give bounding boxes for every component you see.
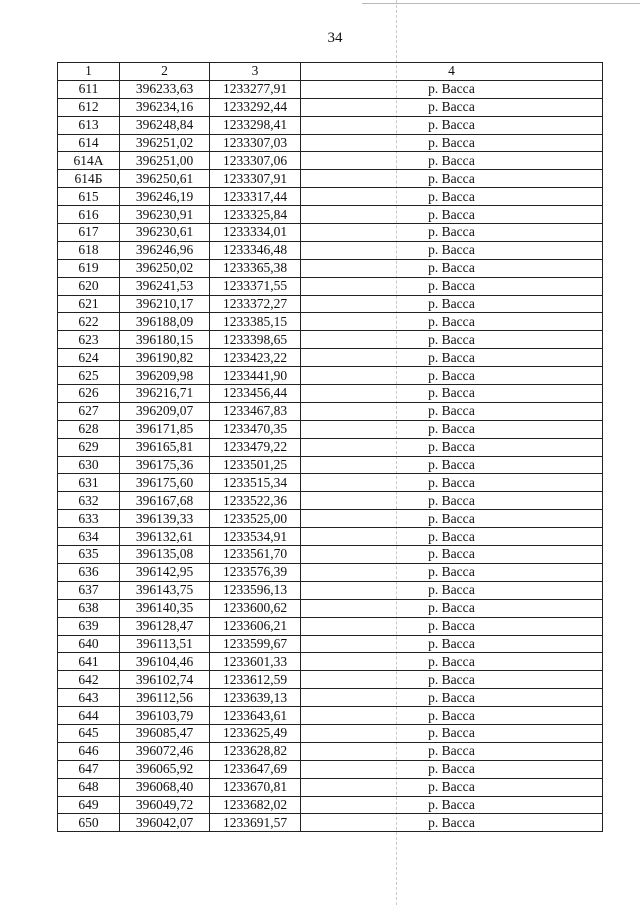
description-cell: р. Васса xyxy=(301,653,603,671)
y-coordinate-cell: 1233647,69 xyxy=(210,760,301,778)
point-number-cell: 622 xyxy=(58,313,120,331)
x-coordinate-cell: 396241,53 xyxy=(120,277,210,295)
x-coordinate-cell: 396102,74 xyxy=(120,671,210,689)
y-coordinate-cell: 1233639,13 xyxy=(210,689,301,707)
x-coordinate-cell: 396230,91 xyxy=(120,206,210,224)
table-row xyxy=(58,814,603,832)
point-number-cell: 627 xyxy=(58,402,120,420)
y-coordinate-cell: 1233365,38 xyxy=(210,259,301,277)
point-number-cell: 618 xyxy=(58,241,120,259)
table-row xyxy=(58,170,603,188)
description-cell: р. Васса xyxy=(301,206,603,224)
x-coordinate-cell: 396068,40 xyxy=(120,778,210,796)
description-cell: р. Васса xyxy=(301,98,603,116)
x-coordinate-cell: 396049,72 xyxy=(120,796,210,814)
y-coordinate-cell: 1233307,06 xyxy=(210,152,301,170)
y-coordinate-cell: 1233467,83 xyxy=(210,402,301,420)
x-coordinate-cell: 396188,09 xyxy=(120,313,210,331)
y-coordinate-cell: 1233643,61 xyxy=(210,707,301,725)
x-coordinate-cell: 396112,56 xyxy=(120,689,210,707)
description-cell: р. Васса xyxy=(301,259,603,277)
y-coordinate-cell: 1233470,35 xyxy=(210,420,301,438)
point-number-cell: 626 xyxy=(58,385,120,403)
y-coordinate-cell: 1233298,41 xyxy=(210,116,301,134)
description-cell: р. Васса xyxy=(301,277,603,295)
y-coordinate-cell: 1233317,44 xyxy=(210,188,301,206)
point-number-cell: 644 xyxy=(58,707,120,725)
table-row xyxy=(58,617,603,635)
x-coordinate-cell: 396230,61 xyxy=(120,224,210,242)
description-cell: р. Васса xyxy=(301,152,603,170)
y-coordinate-cell: 1233277,91 xyxy=(210,80,301,98)
table-row xyxy=(58,528,603,546)
x-coordinate-cell: 396209,07 xyxy=(120,402,210,420)
coordinates-table xyxy=(57,62,603,832)
point-number-cell: 631 xyxy=(58,474,120,492)
x-coordinate-cell: 396065,92 xyxy=(120,760,210,778)
description-cell: р. Васса xyxy=(301,474,603,492)
table-row xyxy=(58,653,603,671)
y-coordinate-cell: 1233385,15 xyxy=(210,313,301,331)
table-header-row xyxy=(58,63,603,81)
point-number-cell: 625 xyxy=(58,367,120,385)
y-coordinate-cell: 1233441,90 xyxy=(210,367,301,385)
x-coordinate-cell: 396190,82 xyxy=(120,349,210,367)
y-coordinate-cell: 1233479,22 xyxy=(210,438,301,456)
table-row xyxy=(58,349,603,367)
page-number: 34 xyxy=(327,30,343,46)
description-cell: р. Васса xyxy=(301,420,603,438)
y-coordinate-cell: 1233501,25 xyxy=(210,456,301,474)
table-body xyxy=(58,80,603,831)
x-coordinate-cell: 396233,63 xyxy=(120,80,210,98)
x-coordinate-cell: 396234,16 xyxy=(120,98,210,116)
table-row xyxy=(58,80,603,98)
point-number-cell: 646 xyxy=(58,742,120,760)
description-cell: р. Васса xyxy=(301,331,603,349)
x-coordinate-cell: 396171,85 xyxy=(120,420,210,438)
y-coordinate-cell: 1233600,62 xyxy=(210,599,301,617)
x-coordinate-cell: 396175,36 xyxy=(120,456,210,474)
x-coordinate-cell: 396246,19 xyxy=(120,188,210,206)
y-coordinate-cell: 1233628,82 xyxy=(210,742,301,760)
point-number-cell: 611 xyxy=(58,80,120,98)
point-number-cell: 630 xyxy=(58,456,120,474)
point-number-cell: 615 xyxy=(58,188,120,206)
table-row xyxy=(58,635,603,653)
table-row xyxy=(58,313,603,331)
y-coordinate-cell: 1233423,22 xyxy=(210,349,301,367)
description-cell: р. Васса xyxy=(301,814,603,832)
scan-edge-line xyxy=(362,3,640,4)
point-number-cell: 640 xyxy=(58,635,120,653)
y-coordinate-cell: 1233596,13 xyxy=(210,581,301,599)
x-coordinate-cell: 396143,75 xyxy=(120,581,210,599)
table-row xyxy=(58,778,603,796)
point-number-cell: 648 xyxy=(58,778,120,796)
description-cell: р. Васса xyxy=(301,671,603,689)
x-coordinate-cell: 396180,15 xyxy=(120,331,210,349)
point-number-cell: 620 xyxy=(58,277,120,295)
x-coordinate-cell: 396128,47 xyxy=(120,617,210,635)
y-coordinate-cell: 1233325,84 xyxy=(210,206,301,224)
y-coordinate-cell: 1233307,91 xyxy=(210,170,301,188)
description-cell: р. Васса xyxy=(301,367,603,385)
point-number-cell: 612 xyxy=(58,98,120,116)
description-cell: р. Васса xyxy=(301,116,603,134)
x-coordinate-cell: 396248,84 xyxy=(120,116,210,134)
description-cell: р. Васса xyxy=(301,599,603,617)
point-number-cell: 616 xyxy=(58,206,120,224)
column-header-number: 1 xyxy=(58,63,120,81)
x-coordinate-cell: 396103,79 xyxy=(120,707,210,725)
x-coordinate-cell: 396216,71 xyxy=(120,385,210,403)
point-number-cell: 634 xyxy=(58,528,120,546)
y-coordinate-cell: 1233334,01 xyxy=(210,224,301,242)
point-number-cell: 636 xyxy=(58,563,120,581)
table-row xyxy=(58,134,603,152)
table-row xyxy=(58,331,603,349)
x-coordinate-cell: 396175,60 xyxy=(120,474,210,492)
point-number-cell: 639 xyxy=(58,617,120,635)
y-coordinate-cell: 1233515,34 xyxy=(210,474,301,492)
point-number-cell: 641 xyxy=(58,653,120,671)
table-row xyxy=(58,742,603,760)
y-coordinate-cell: 1233601,33 xyxy=(210,653,301,671)
point-number-cell: 637 xyxy=(58,581,120,599)
table-row xyxy=(58,671,603,689)
x-coordinate-cell: 396250,61 xyxy=(120,170,210,188)
table-row xyxy=(58,581,603,599)
description-cell: р. Васса xyxy=(301,510,603,528)
description-cell: р. Васса xyxy=(301,689,603,707)
description-cell: р. Васса xyxy=(301,796,603,814)
table-row xyxy=(58,707,603,725)
table-row xyxy=(58,563,603,581)
description-cell: р. Васса xyxy=(301,742,603,760)
y-coordinate-cell: 1233606,21 xyxy=(210,617,301,635)
y-coordinate-cell: 1233398,65 xyxy=(210,331,301,349)
y-coordinate-cell: 1233307,03 xyxy=(210,134,301,152)
y-coordinate-cell: 1233292,44 xyxy=(210,98,301,116)
description-cell: р. Васса xyxy=(301,313,603,331)
point-number-cell: 628 xyxy=(58,420,120,438)
table-row xyxy=(58,796,603,814)
x-coordinate-cell: 396104,46 xyxy=(120,653,210,671)
description-cell: р. Васса xyxy=(301,528,603,546)
column-header-x: 2 xyxy=(120,63,210,81)
description-cell: р. Васса xyxy=(301,224,603,242)
point-number-cell: 643 xyxy=(58,689,120,707)
table-row xyxy=(58,98,603,116)
description-cell: р. Васса xyxy=(301,456,603,474)
table-row xyxy=(58,402,603,420)
description-cell: р. Васса xyxy=(301,134,603,152)
column-header-y: 3 xyxy=(210,63,301,81)
table-row xyxy=(58,152,603,170)
table-row xyxy=(58,760,603,778)
table-row xyxy=(58,367,603,385)
table-row xyxy=(58,224,603,242)
x-coordinate-cell: 396113,51 xyxy=(120,635,210,653)
x-coordinate-cell: 396246,96 xyxy=(120,241,210,259)
table-row xyxy=(58,438,603,456)
point-number-cell: 614А xyxy=(58,152,120,170)
table-row xyxy=(58,474,603,492)
table-row xyxy=(58,420,603,438)
description-cell: р. Васса xyxy=(301,438,603,456)
description-cell: р. Васса xyxy=(301,581,603,599)
x-coordinate-cell: 396042,07 xyxy=(120,814,210,832)
point-number-cell: 650 xyxy=(58,814,120,832)
x-coordinate-cell: 396251,00 xyxy=(120,152,210,170)
table-row xyxy=(58,277,603,295)
y-coordinate-cell: 1233576,39 xyxy=(210,563,301,581)
point-number-cell: 613 xyxy=(58,116,120,134)
x-coordinate-cell: 396135,08 xyxy=(120,546,210,564)
description-cell: р. Васса xyxy=(301,295,603,313)
y-coordinate-cell: 1233522,36 xyxy=(210,492,301,510)
y-coordinate-cell: 1233691,57 xyxy=(210,814,301,832)
y-coordinate-cell: 1233372,27 xyxy=(210,295,301,313)
description-cell: р. Васса xyxy=(301,778,603,796)
description-cell: р. Васса xyxy=(301,349,603,367)
y-coordinate-cell: 1233534,91 xyxy=(210,528,301,546)
point-number-cell: 649 xyxy=(58,796,120,814)
description-cell: р. Васса xyxy=(301,80,603,98)
description-cell: р. Васса xyxy=(301,563,603,581)
description-cell: р. Васса xyxy=(301,170,603,188)
x-coordinate-cell: 396167,68 xyxy=(120,492,210,510)
table-row xyxy=(58,241,603,259)
point-number-cell: 642 xyxy=(58,671,120,689)
point-number-cell: 621 xyxy=(58,295,120,313)
y-coordinate-cell: 1233456,44 xyxy=(210,385,301,403)
x-coordinate-cell: 396140,35 xyxy=(120,599,210,617)
description-cell: р. Васса xyxy=(301,546,603,564)
x-coordinate-cell: 396072,46 xyxy=(120,742,210,760)
table-row xyxy=(58,510,603,528)
table-row xyxy=(58,188,603,206)
table-row xyxy=(58,116,603,134)
point-number-cell: 623 xyxy=(58,331,120,349)
description-cell: р. Васса xyxy=(301,707,603,725)
point-number-cell: 633 xyxy=(58,510,120,528)
table-row xyxy=(58,295,603,313)
y-coordinate-cell: 1233682,02 xyxy=(210,796,301,814)
description-cell: р. Васса xyxy=(301,402,603,420)
table-row xyxy=(58,456,603,474)
point-number-cell: 638 xyxy=(58,599,120,617)
x-coordinate-cell: 396132,61 xyxy=(120,528,210,546)
point-number-cell: 619 xyxy=(58,259,120,277)
point-number-cell: 614Б xyxy=(58,170,120,188)
x-coordinate-cell: 396209,98 xyxy=(120,367,210,385)
table-row xyxy=(58,206,603,224)
description-cell: р. Васса xyxy=(301,760,603,778)
x-coordinate-cell: 396142,95 xyxy=(120,563,210,581)
description-cell: р. Васса xyxy=(301,617,603,635)
x-coordinate-cell: 396165,81 xyxy=(120,438,210,456)
column-header-description: 4 xyxy=(301,63,603,81)
point-number-cell: 617 xyxy=(58,224,120,242)
table-row xyxy=(58,385,603,403)
x-coordinate-cell: 396085,47 xyxy=(120,724,210,742)
description-cell: р. Васса xyxy=(301,635,603,653)
point-number-cell: 624 xyxy=(58,349,120,367)
description-cell: р. Васса xyxy=(301,492,603,510)
table-row xyxy=(58,259,603,277)
x-coordinate-cell: 396251,02 xyxy=(120,134,210,152)
description-cell: р. Васса xyxy=(301,188,603,206)
x-coordinate-cell: 396250,02 xyxy=(120,259,210,277)
point-number-cell: 645 xyxy=(58,724,120,742)
table-row xyxy=(58,492,603,510)
x-coordinate-cell: 396210,17 xyxy=(120,295,210,313)
y-coordinate-cell: 1233371,55 xyxy=(210,277,301,295)
x-coordinate-cell: 396139,33 xyxy=(120,510,210,528)
y-coordinate-cell: 1233346,48 xyxy=(210,241,301,259)
table-row xyxy=(58,689,603,707)
description-cell: р. Васса xyxy=(301,385,603,403)
y-coordinate-cell: 1233625,49 xyxy=(210,724,301,742)
description-cell: р. Васса xyxy=(301,724,603,742)
point-number-cell: 629 xyxy=(58,438,120,456)
y-coordinate-cell: 1233561,70 xyxy=(210,546,301,564)
description-cell: р. Васса xyxy=(301,241,603,259)
y-coordinate-cell: 1233670,81 xyxy=(210,778,301,796)
table-row xyxy=(58,599,603,617)
y-coordinate-cell: 1233599,67 xyxy=(210,635,301,653)
point-number-cell: 614 xyxy=(58,134,120,152)
y-coordinate-cell: 1233525,00 xyxy=(210,510,301,528)
y-coordinate-cell: 1233612,59 xyxy=(210,671,301,689)
table-row xyxy=(58,724,603,742)
point-number-cell: 632 xyxy=(58,492,120,510)
point-number-cell: 635 xyxy=(58,546,120,564)
point-number-cell: 647 xyxy=(58,760,120,778)
table-row xyxy=(58,546,603,564)
